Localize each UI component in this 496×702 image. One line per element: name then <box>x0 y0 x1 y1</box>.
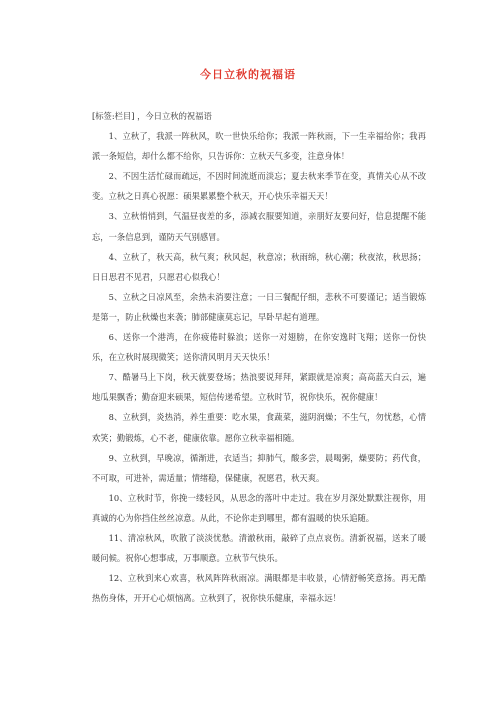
page-title: 今日立秋的祝福语 <box>200 68 296 81</box>
paragraph-7: 7、酷暑马上下岗，秋天就要登场；热浪要说拜拜，紧跟就是凉爽；高高蓝天白云，遍地瓜果飘香；勤奋迎来硕果，短信传递希望。立秋时节，祝你快乐，祝你健康！ <box>92 372 426 403</box>
paragraph-1: 1、立秋了，我派一阵秋风，吹一世快乐给你；我派一阵秋雨，下一生幸福给你；我再派一条短信，却什么都不给你，只告诉你：立秋天气多变，注意身体！ <box>92 131 426 162</box>
paragraph-5: 5、立秋之日凉风至，余热未消要注意；一日三餐配仔细，悲秋不可要谨记；适当锻炼是第一，防止秋燥也来袭；肺部健康莫忘记，早卧早起有道理。 <box>92 291 426 322</box>
paragraph-8: 8、立秋到，炎热消，养生重要：吃水果，食蔬菜，滋阴润燥；不生气，勿忧愁，心情欢笑；勤锻炼，心不老，健康依靠。愿你立秋幸福相随。 <box>92 412 426 443</box>
paragraph-12: 12、立秋到来心欢喜，秋风阵阵秋雨凉。满眼都是丰收景，心情舒畅笑意扬。再无酷热伤身体，开开心心烦恼离。立秋到了，祝你快乐健康，幸福永远！ <box>92 573 426 604</box>
paragraph-10: 10、立秋时节，你挽一缕轻风，从思念的落叶中走过。我在岁月深处默默注视你，用真诚的心为你挡住丝丝凉意。从此，不论你走到哪里，都有温暖的快乐追随。 <box>92 492 426 523</box>
paragraph-3: 3、立秋悄悄到，气温昼夜差的多，添减衣服要知道，亲朋好友要问好，信息提醒不能忘，一条信息到，谨防天气别感冒。 <box>92 211 426 242</box>
paragraph-11: 11、清凉秋风，吹散了淡淡忧愁。清澈秋雨，敲碎了点点哀伤。清新祝福，送来了暖暖问候。祝你心想事成，万事顺意。立秋节气快乐。 <box>92 532 426 564</box>
paragraph-4: 4、立秋了，秋天高，秋气爽；秋风起，秋意凉；秋雨绵，秋心潮；秋夜浓，秋思扬；日日思君不见君，只愿君心似我心！ <box>92 251 426 282</box>
article-body <box>92 106 426 608</box>
paragraph-2: 2、不因生活忙碌而疏远，不因时间流逝而淡忘；夏去秋来季节在变，真情关心从不改变。立秋之日真心祝愿：硕果累累整个秋天，开心快乐幸福天天！ <box>92 171 426 202</box>
paragraph-9: 9、立秋到，早晚凉，循渐进，衣适当；抑肺气，酸多尝，晨喝粥，燥要防；药代食，不可取，可进补，需适量；情绪稳，保健康，祝愿君，秋天爽。 <box>92 452 426 483</box>
tag-line: [标签:栏目] ，今日立秋的祝福语 <box>92 111 212 121</box>
paragraph-6: 6、送你一个港湾，在你疲倦时躲浪；送你一对翅膀，在你安逸时飞翔；送你一份快乐，在立秋时展现微笑；送你清风明月天天快乐！ <box>92 332 426 363</box>
